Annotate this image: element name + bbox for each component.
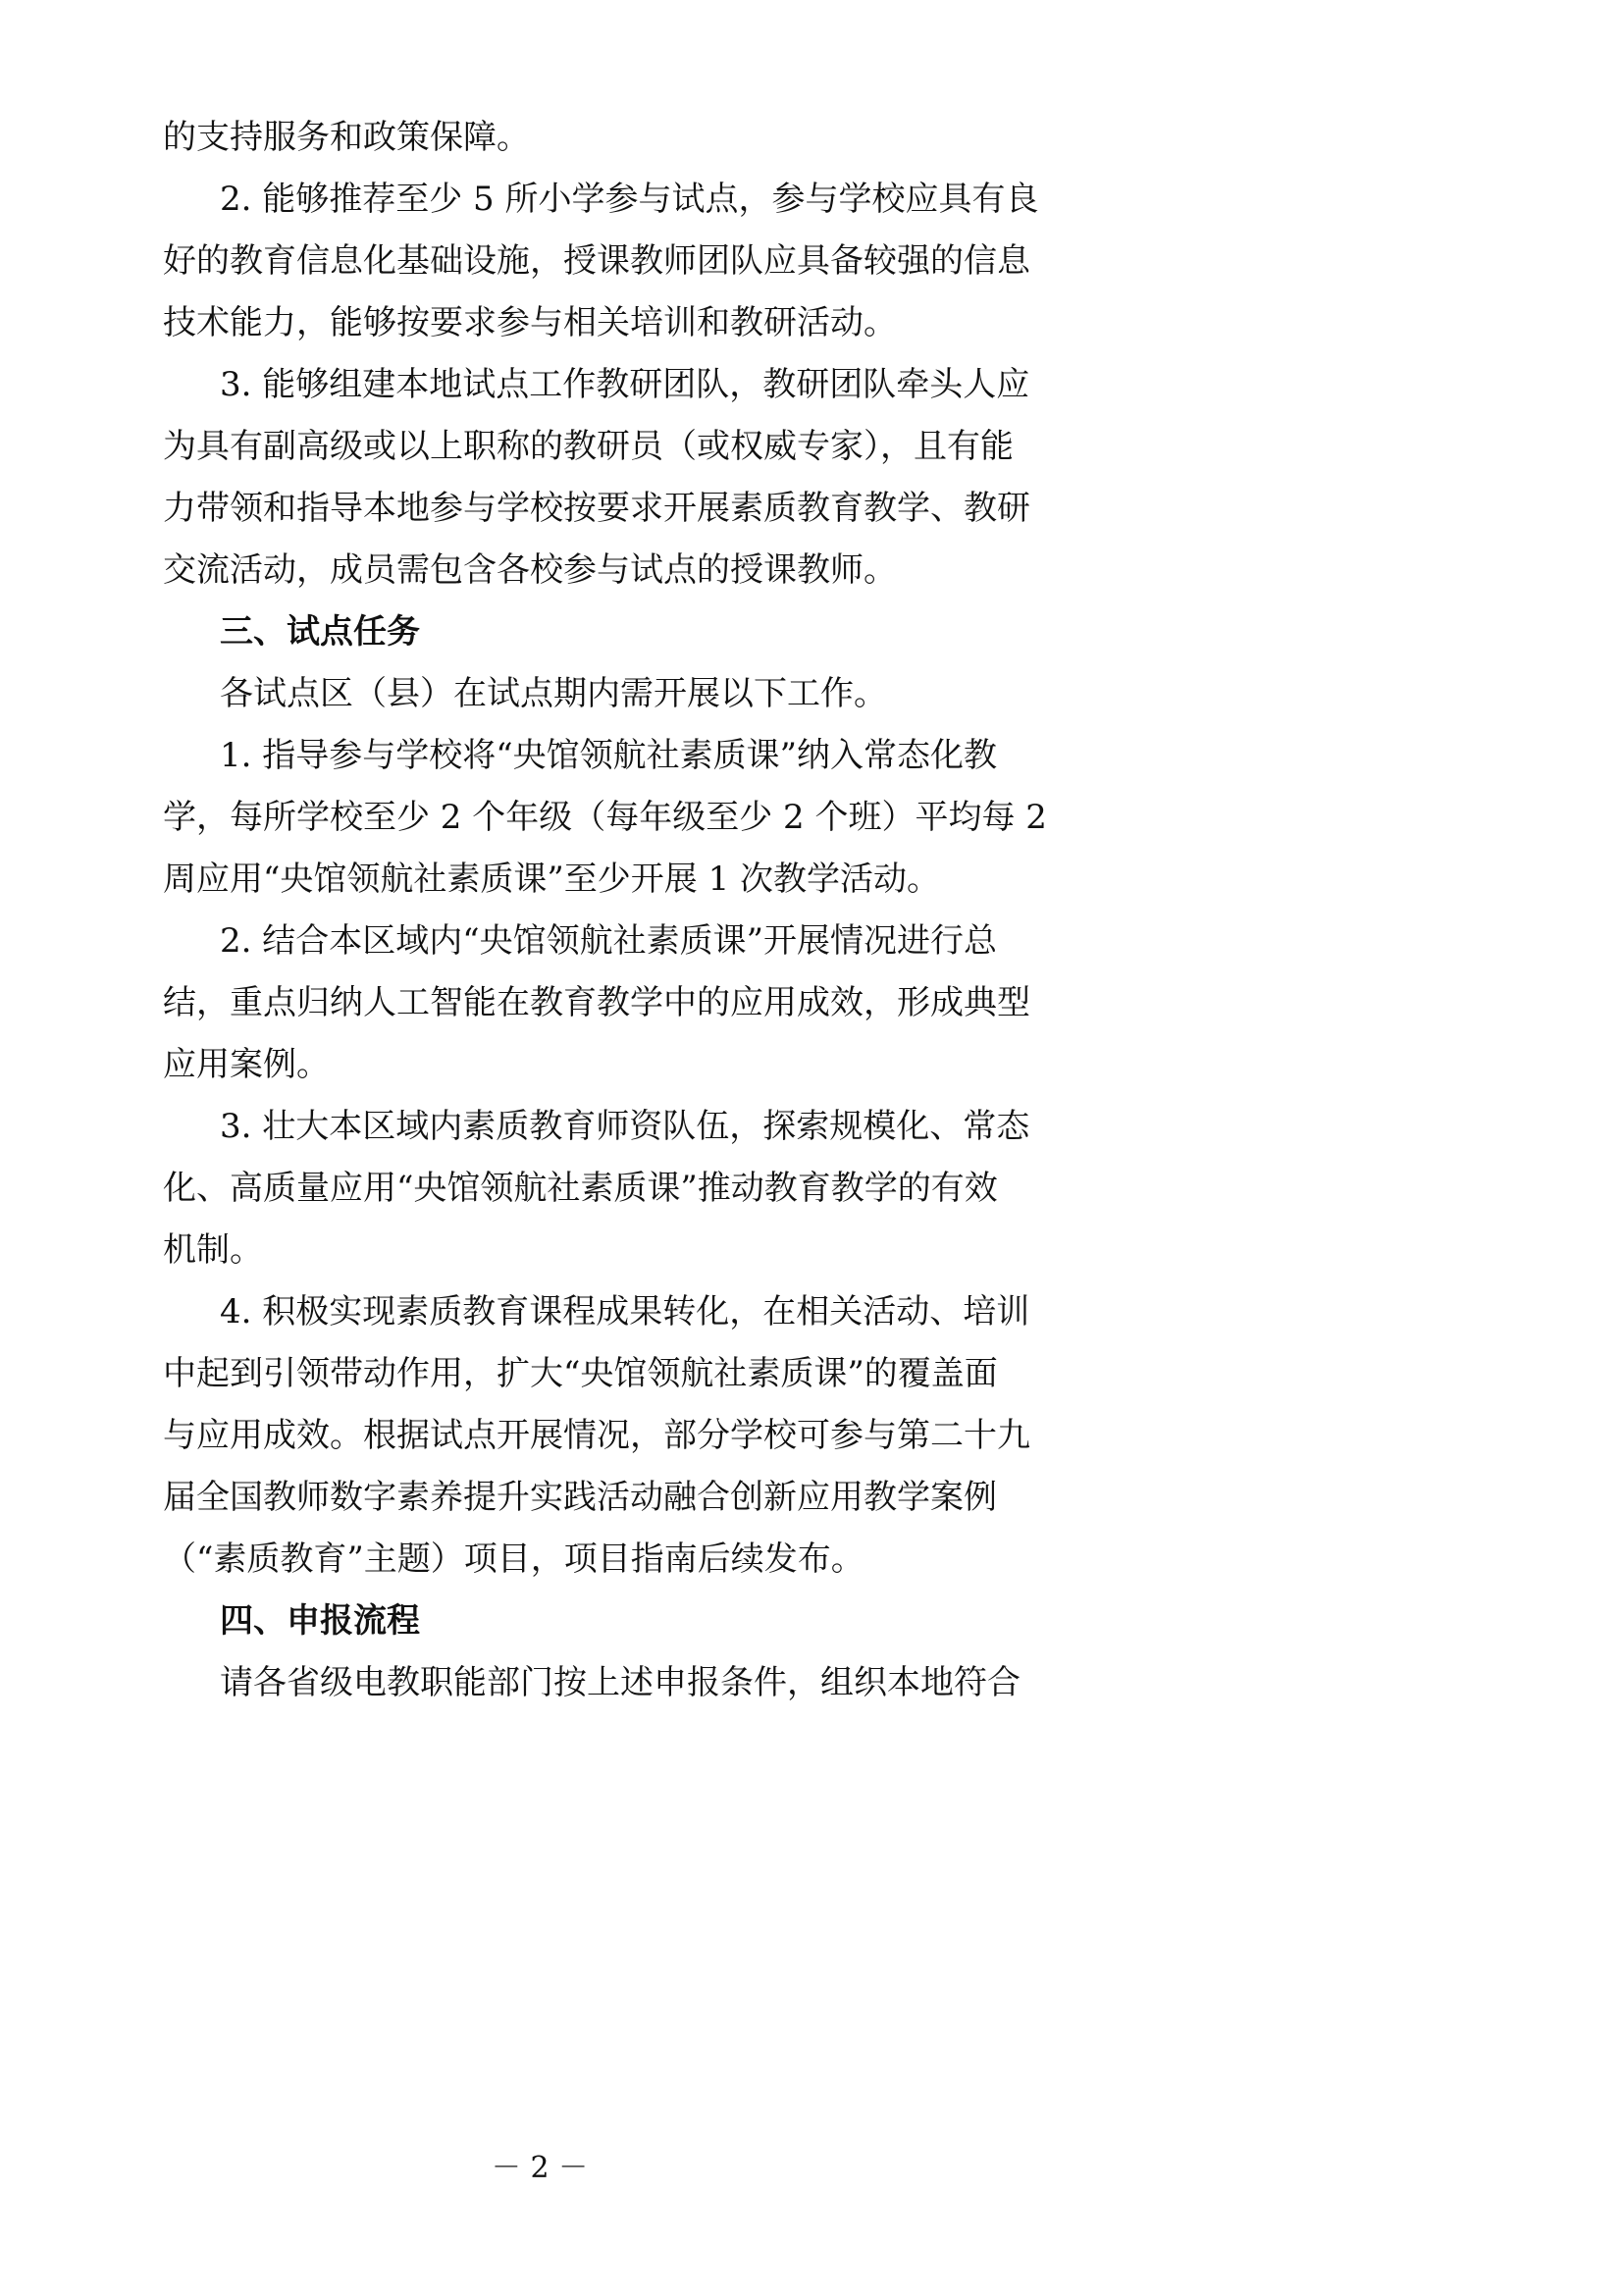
section-heading: 三、试点任务 [220, 612, 420, 652]
paragraph-line: 2. 结合本区域内“央馆领航社素质课”开展情况进行总 [220, 921, 998, 961]
paragraph-line: 为具有副高级或以上职称的教研员（或权威专家），且有能 [163, 427, 1014, 466]
paragraph-line: 好的教育信息化基础设施，授课教师团队应具备较强的信息 [163, 241, 1030, 281]
paragraph-line: 机制。 [163, 1230, 263, 1270]
paragraph-line: 届全国教师数字素养提升实践活动融合创新应用教学案例 [163, 1478, 997, 1517]
paragraph-line: 3. 壮大本区域内素质教育师资队伍，探索规模化、常态 [220, 1107, 1030, 1146]
paragraph-line: 化、高质量应用“央馆领航社素质课”推动教育教学的有效 [163, 1169, 998, 1208]
paragraph-line: 4. 积极实现素质教育课程成果转化，在相关活动、培训 [220, 1292, 1030, 1331]
paragraph-line: 请各省级电教职能部门按上述申报条件，组织本地符合 [220, 1663, 1021, 1702]
page-number: － 2 － [491, 2151, 589, 2185]
paragraph-line: 技术能力，能够按要求参与相关培训和教研活动。 [163, 303, 897, 342]
section-heading: 四、申报流程 [220, 1601, 420, 1641]
paragraph-line: 力带领和指导本地参与学校按要求开展素质教育教学、教研 [163, 489, 1030, 528]
paragraph-line: 学，每所学校至少 2 个年级（每年级至少 2 个班）平均每 2 [163, 798, 1047, 837]
paragraph-line: 与应用成效。根据试点开展情况，部分学校可参与第二十九 [163, 1416, 1030, 1455]
paragraph-line: 2. 能够推荐至少 5 所小学参与试点，参与学校应具有良 [220, 180, 1039, 219]
paragraph-line: 各试点区（县）在试点期内需开展以下工作。 [220, 674, 887, 713]
paragraph-line: 中起到引领带动作用，扩大“央馆领航社素质课”的覆盖面 [163, 1354, 998, 1393]
paragraph-line: 交流活动，成员需包含各校参与试点的授课教师。 [163, 550, 897, 590]
paragraph-line: 应用案例。 [163, 1045, 330, 1084]
paragraph-line: 的支持服务和政策保障。 [163, 118, 530, 157]
paragraph-line: 1. 指导参与学校将“央馆领航社素质课”纳入常态化教 [220, 736, 998, 775]
paragraph-line: 3. 能够组建本地试点工作教研团队，教研团队牵头人应 [220, 365, 1030, 404]
paragraph-line: （“素质教育”主题）项目，项目指南后续发布。 [163, 1539, 864, 1579]
paragraph-line: 周应用“央馆领航社素质课”至少开展 1 次教学活动。 [163, 860, 941, 899]
paragraph-line: 结，重点归纳人工智能在教育教学中的应用成效，形成典型 [163, 983, 1030, 1022]
